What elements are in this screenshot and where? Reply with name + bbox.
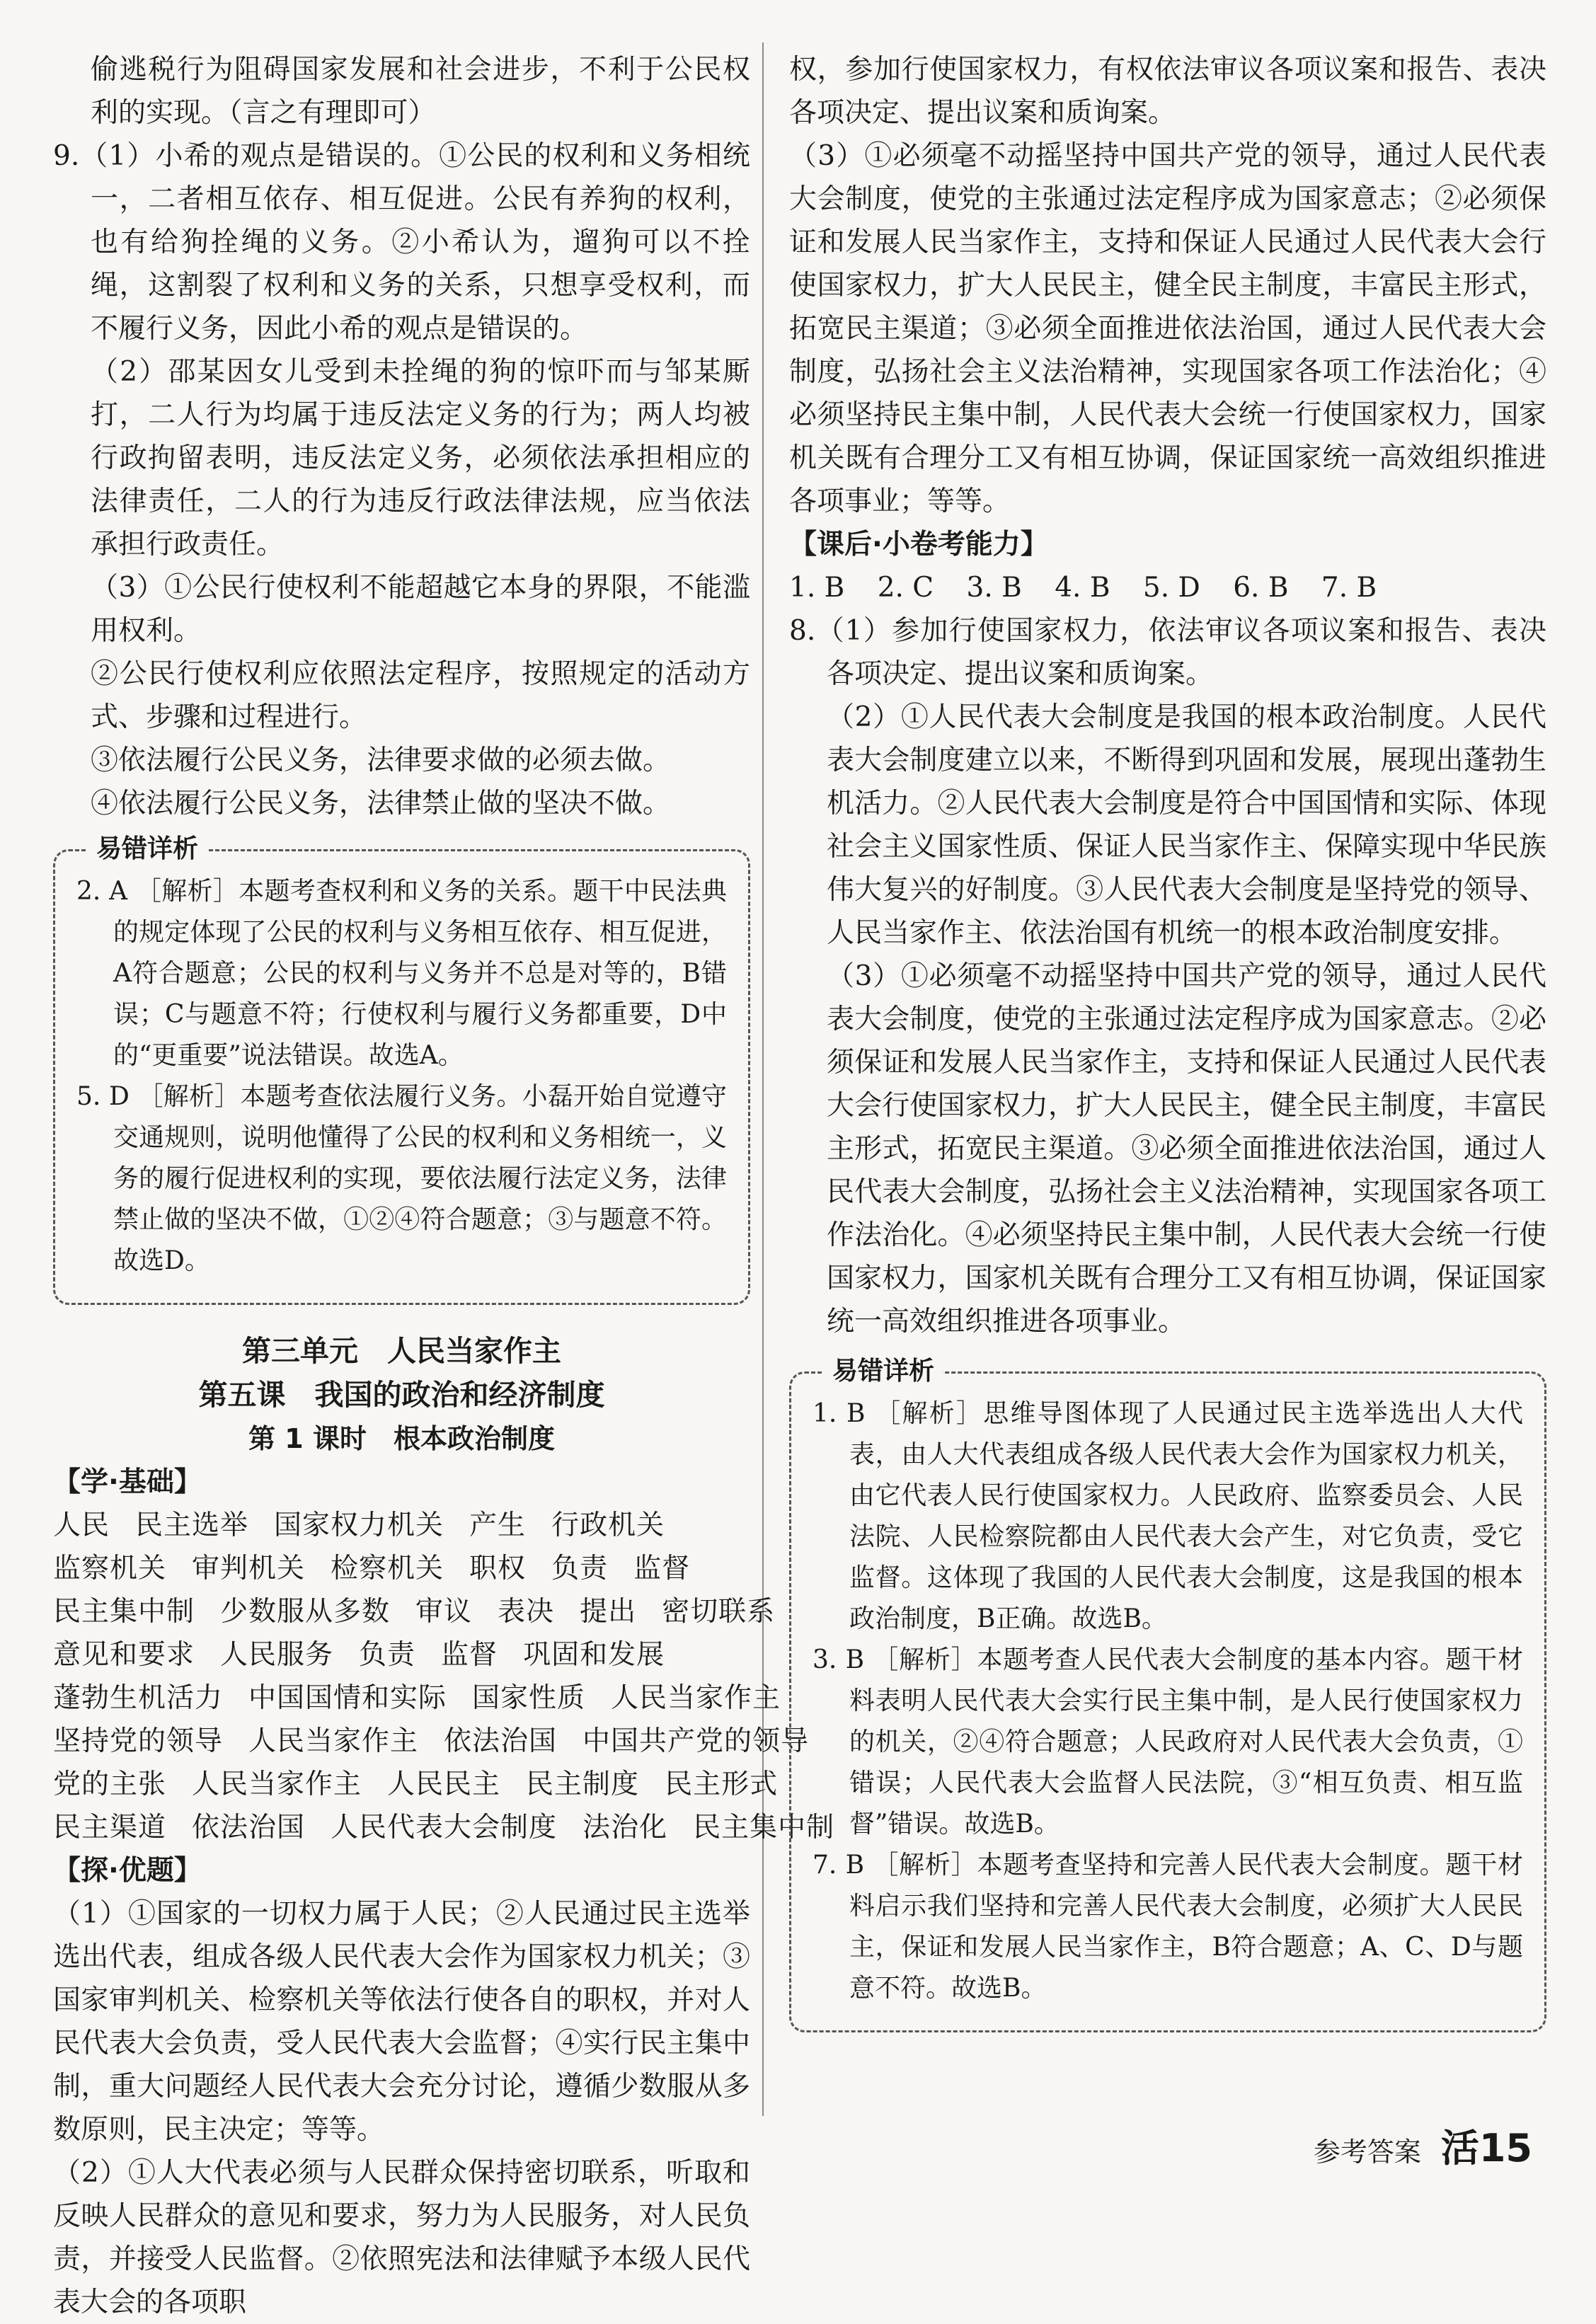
keyword: 行政机关 bbox=[551, 1509, 665, 1541]
keyword: 监督 bbox=[441, 1639, 498, 1671]
keyword: 监察机关 bbox=[53, 1553, 167, 1584]
keyword: 依法治国 bbox=[444, 1725, 558, 1757]
keyword: 人民 bbox=[53, 1509, 110, 1541]
explore-answer-2: （2）①人大代表必须与人民群众保持密切联系，听取和反映人民群众的意见和要求，努力为人民服务，对人民负责，并接受人民监督。②依照宪法和法律赋予本级人民代表大会的各项职 bbox=[53, 2157, 750, 2318]
footer-label: 参考答案 bbox=[1313, 2136, 1421, 2168]
question-9-part-3b: ②公民行使权利应依照法定程序，按照规定的活动方式、步骤和过程进行。 bbox=[91, 658, 750, 733]
answer-paragraph: 偷逃税行为阻碍国家发展和社会进步，不利于公民权利的实现。（言之有理即可） bbox=[91, 54, 750, 129]
keyword: 表决 bbox=[498, 1596, 555, 1628]
keyword-row bbox=[53, 1504, 750, 1547]
answer-item: 5. D bbox=[1142, 572, 1200, 604]
explore-answer-1: （1）①国家的一切权力属于人民；②人民通过民主选举选出代表，组成各级人民代表大会作为国家权力机关；③国家审判机关、检察机关等依法行使各自的职权，并对人民代表大会负责，受人民代表大会监督；④实行民主集中制，重大问题经人民代表大会充分讨论，遵循少数服从多数原则，民主决定；等等。 bbox=[53, 1898, 750, 2146]
error-analysis-title: 易错详析 bbox=[88, 832, 207, 867]
question-8-part-3: （3）①必须毫不动摇坚持中国共产党的领导，通过人民代表大会制度，使党的主张通过法定程序成为国家意志。②必须保证和发展人民当家作主，支持和保证人民通过人民代表大会行使国家权力，扩大人民民主，健全民主制度，丰富民主形式，拓宽民主渠道。③必须全面推进依法治国，通过人民代表大会制度，弘扬社会主义法治精神，实现国家各项工作法治化。④必须坚持民主集中制，人民代表大会统一行使国家权力，国家机关既有合理分工又有相互协调，保证国家统一高效组织推进各项事业。 bbox=[827, 960, 1546, 1338]
keyword: 职权 bbox=[469, 1553, 527, 1584]
explore-answer-3: （3）①必须毫不动摇坚持中国共产党的领导，通过人民代表大会制度，使党的主张通过法定程序成为国家意志；②必须保证和发展人民当家作主，支持和保证人民通过人民代表大会行使国家权力，扩大人民民主，健全民主制度，丰富民主形式，拓宽民主渠道；③必须全面推进依法治国，通过人民代表大会制度，弘扬社会主义法治精神，实现国家各项工作法治化；④必须坚持民主集中制，人民代表大会统一行使国家权力，国家机关既有合理分工又有相互协调，保证国家统一高效组织推进各项事业；等等。 bbox=[789, 140, 1546, 517]
keyword: 坚持党的领导 bbox=[53, 1725, 224, 1757]
continued-paragraph: 权，参加行使国家权力，有权依法审议各项议案和报告、表决各项决定、提出议案和质询案。 bbox=[789, 54, 1546, 129]
question-8-part-1: 8.（1）参加行使国家权力，依法审议各项议案和报告、表决各项决定、提出议案和质询案。 bbox=[789, 615, 1546, 690]
keyword-list bbox=[53, 1504, 835, 1849]
answer-item: 2. C bbox=[877, 572, 934, 604]
question-9-part-3c: ③依法履行公民义务，法律要求做的必须去做。 bbox=[91, 744, 671, 776]
error-analysis-box bbox=[789, 1357, 1546, 2032]
section-after-class-heading: 【课后·小卷考能力】 bbox=[789, 529, 1048, 560]
keyword-row bbox=[53, 1547, 750, 1590]
right-column bbox=[789, 48, 1546, 2040]
keyword: 巩固和发展 bbox=[523, 1639, 665, 1671]
keyword-row bbox=[53, 1720, 810, 1763]
keyword: 提出 bbox=[580, 1596, 637, 1628]
keyword: 产生 bbox=[469, 1509, 527, 1541]
keyword: 检察机关 bbox=[331, 1553, 444, 1584]
keyword-row bbox=[53, 1633, 750, 1676]
answer-item: 3. B bbox=[966, 572, 1022, 604]
keyword: 民主形式 bbox=[665, 1768, 779, 1800]
multiple-choice-answers bbox=[789, 566, 1546, 609]
section-explore-heading: 【探·优题】 bbox=[53, 1855, 202, 1887]
keyword: 依法治国 bbox=[192, 1812, 306, 1843]
answer-item: 4. B bbox=[1055, 572, 1110, 604]
page-footer bbox=[1314, 2118, 1532, 2173]
keyword: 民主集中制 bbox=[53, 1596, 195, 1628]
error-analysis-item: 1. B ［解析］思维导图体现了人民通过民主选举选出人大代表，由人大代表组成各级人民代表大会作为国家权力机关，由它代表人民行使国家权力。人民政府、监察委员会、人民法院、人民检察院都由人民代表大会产生，对它负责，受它监督。这体现了我国的人民代表大会制度，这是我国的根本政治制度，B正确。故选B。 bbox=[813, 1399, 1523, 1633]
page-number: 活15 bbox=[1440, 2126, 1532, 2170]
keyword: 意见和要求 bbox=[53, 1639, 195, 1671]
error-analysis-title: 易错详析 bbox=[824, 1354, 943, 1389]
keyword: 人民服务 bbox=[220, 1639, 334, 1671]
keyword: 人民当家作主 bbox=[248, 1725, 419, 1757]
keyword: 监督 bbox=[633, 1553, 691, 1584]
keyword: 人民当家作主 bbox=[192, 1768, 362, 1800]
keyword: 负责 bbox=[551, 1553, 609, 1584]
error-analysis-item: 2. A ［解析］本题考查权利和义务的关系。题干中民法典的规定体现了公民的权利与义务相互依存、相互促进，A符合题意；公民的权利与义务并不总是对等的，B错误；C与题意不符；行使权利与履行义务都重要，D中的“更重要”说法错误。故选A。 bbox=[76, 877, 727, 1070]
keyword-row bbox=[53, 1590, 776, 1633]
unit-title: 第三单元 人民当家作主 bbox=[242, 1334, 561, 1368]
keyword: 蓬勃生机活力 bbox=[53, 1682, 224, 1714]
error-analysis-item: 3. B ［解析］本题考查人民代表大会制度的基本内容。题干材料表明人民代表大会实行民主集中制，是人民行使国家权力的机关，②④符合题意；人民政府对人民代表大会负责，①错误；人民代表大会监督人民法院，③“相互负责、相互监督”错误。故选B。 bbox=[813, 1645, 1523, 1839]
answer-item: 6. B bbox=[1233, 572, 1289, 604]
keyword: 国家性质 bbox=[472, 1682, 586, 1714]
section-basic-heading: 【学·基础】 bbox=[53, 1466, 202, 1498]
keyword: 密切联系 bbox=[662, 1596, 776, 1628]
keyword: 民主制度 bbox=[526, 1768, 640, 1800]
answer-item: 1. B bbox=[789, 572, 845, 604]
keyword: 审判机关 bbox=[192, 1553, 306, 1584]
question-9-part-3d: ④依法履行公民义务，法律禁止做的坚决不做。 bbox=[91, 788, 671, 819]
answer-item: 7. B bbox=[1321, 572, 1377, 604]
keyword: 民主选举 bbox=[135, 1509, 249, 1541]
keyword: 法治化 bbox=[582, 1812, 668, 1843]
keyword: 审议 bbox=[415, 1596, 473, 1628]
keyword-row bbox=[53, 1763, 779, 1806]
question-9-part-2: （2）邵某因女儿受到未拴绳的狗的惊吓而与邹某厮打，二人行为均属于违反法定义务的行为；两人均被行政拘留表明，违反法定义务，必须依法承担相应的法律责任，二人的行为违反行政法律法规，应当依法承担行政责任。 bbox=[91, 356, 750, 560]
keyword: 负责 bbox=[359, 1639, 416, 1671]
keyword: 中国共产党的领导 bbox=[582, 1725, 810, 1757]
error-analysis-box bbox=[53, 834, 750, 1305]
keyword: 少数服从多数 bbox=[220, 1596, 391, 1628]
question-9-part-3a: （3）①公民行使权利不能超越它本身的界限，不能滥用权利。 bbox=[91, 572, 750, 647]
question-8-part-2: （2）①人民代表大会制度是我国的根本政治制度。人民代表大会制度建立以来，不断得到巩固和发展，展现出蓬勃生机活力。②人民代表大会制度是符合中国国情和实际、体现社会主义国家性质、保证人民当家作主、保障实现中华民族伟大复兴的好制度。③人民代表大会制度是坚持党的领导、人民当家作主、依法治国有机统一的根本政治制度安排。 bbox=[827, 701, 1546, 949]
keyword: 民主集中制 bbox=[693, 1812, 835, 1843]
period-title: 第 1 课时 根本政治制度 bbox=[248, 1423, 555, 1454]
error-analysis-item: 5. D ［解析］本题考查依法履行义务。小磊开始自觉遵守交通规则，说明他懂得了公民的权利和义务相统一，义务的履行促进权利的实现，要依法履行法定义务，法律禁止做的坚决不做，①②④符合题意；③与题意不符。故选D。 bbox=[76, 1082, 727, 1275]
lesson-title: 第五课 我国的政治和经济制度 bbox=[198, 1378, 605, 1412]
keyword: 国家权力机关 bbox=[274, 1509, 444, 1541]
question-9-part-1: 9.（1）小希的观点是错误的。①公民的权利和义务相统一，二者相互依存、相互促进。公民有养狗的权利，也有给狗拴绳的义务。②小希认为，遛狗可以不拴绳，这割裂了权利和义务的关系，只想享受权利，而不履行义务，因此小希的观点是错误的。 bbox=[53, 140, 750, 345]
error-analysis-item: 7. B ［解析］本题考查坚持和完善人民代表大会制度。题干材料启示我们坚持和完善人民代表大会制度，必须扩大人民民主，保证和发展人民当家作主，B符合题意；A、C、D与题意不符。故选B。 bbox=[813, 1851, 1523, 2003]
keyword-row bbox=[53, 1676, 781, 1720]
keyword: 人民当家作主 bbox=[611, 1682, 781, 1714]
keyword-row bbox=[53, 1806, 835, 1849]
keyword: 人民民主 bbox=[387, 1768, 501, 1800]
keyword: 民主渠道 bbox=[53, 1812, 167, 1843]
keyword: 中国国情和实际 bbox=[248, 1682, 447, 1714]
column-divider bbox=[762, 42, 764, 2116]
keyword: 人民代表大会制度 bbox=[331, 1812, 558, 1843]
keyword: 党的主张 bbox=[53, 1768, 167, 1800]
